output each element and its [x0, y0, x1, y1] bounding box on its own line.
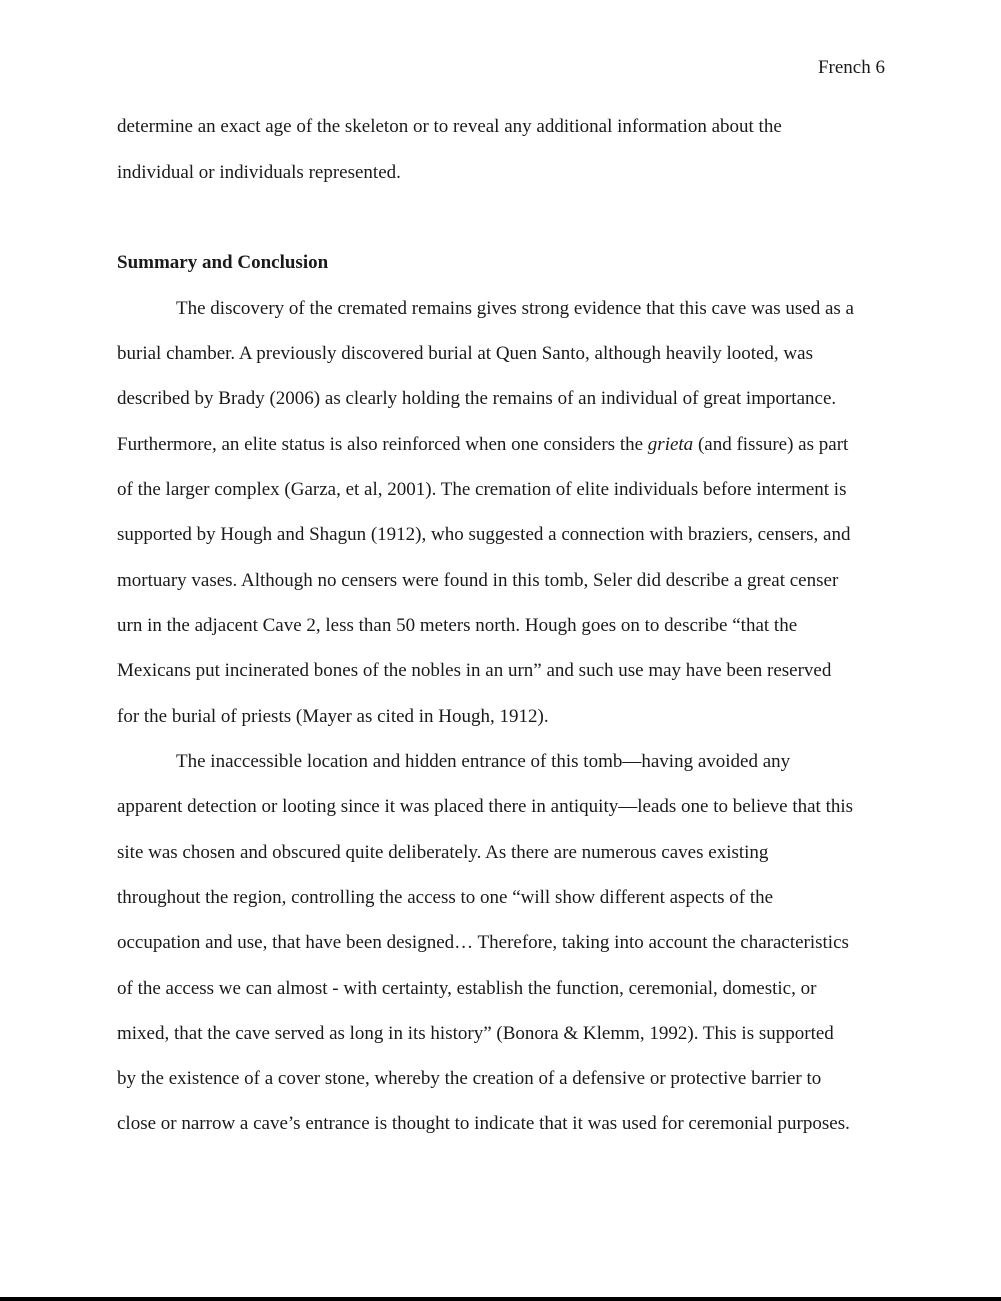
paragraph2-line: of the access we can almost - with certainty, establish the function, ceremonial, domestic, or: [117, 978, 817, 999]
paragraph1-line: of the larger complex (Garza, et al, 2001). The cremation of elite individuals before interment is: [117, 479, 847, 500]
page-bottom-border: [0, 1297, 1001, 1301]
paragraph1-text: (and fissure) as part: [693, 434, 849, 455]
paragraph1-line: [117, 433, 848, 457]
paragraph1-line: burial chamber. A previously discovered burial at Quen Santo, although heavily looted, was: [117, 343, 813, 364]
paragraph1-line: described by Brady (2006) as clearly holding the remains of an individual of great importance.: [117, 388, 837, 409]
paragraph1-line: The discovery of the cremated remains gives strong evidence that this cave was used as a: [176, 298, 854, 319]
paragraph1-text: Furthermore, an elite status is also reinforced when one considers the: [117, 434, 648, 455]
intro-line: determine an exact age of the skeleton or to reveal any additional information about the: [117, 116, 782, 137]
paragraph1-line: for the burial of priests (Mayer as cited in Hough, 1912).: [117, 706, 549, 727]
italic-term: grieta: [647, 434, 694, 455]
paragraph2-line: by the existence of a cover stone, whereby the creation of a defensive or protective barrier to: [117, 1068, 822, 1089]
paragraph1-line: urn in the adjacent Cave 2, less than 50 meters north. Hough goes on to describe “that the: [117, 615, 798, 636]
intro-line: individual or individuals represented.: [117, 162, 401, 183]
paragraph1-line: Mexicans put incinerated bones of the nobles in an urn” and such use may have been reserved: [117, 660, 832, 681]
paragraph2-line: mixed, that the cave served as long in its history” (Bonora & Klemm, 1992). This is supported: [117, 1023, 834, 1044]
paragraph2-line: throughout the region, controlling the access to one “will show different aspects of the: [117, 887, 774, 908]
paragraph2-line: apparent detection or looting since it was placed there in antiquity—leads one to believe that this: [117, 796, 854, 817]
paragraph2-line: close or narrow a cave’s entrance is thought to indicate that it was used for ceremonial purposes.: [117, 1113, 850, 1134]
running-head: French 6: [817, 57, 885, 78]
paragraph2-line: occupation and use, that have been designed… Therefore, taking into account the characteristics: [117, 932, 849, 953]
section-heading: Summary and Conclusion: [117, 252, 329, 273]
paragraph2-line: site was chosen and obscured quite deliberately. As there are numerous caves existing: [117, 842, 769, 863]
paragraph2-line: The inaccessible location and hidden entrance of this tomb—having avoided any: [176, 751, 791, 772]
paragraph1-line: supported by Hough and Shagun (1912), who suggested a connection with braziers, censers, and: [117, 524, 851, 545]
paragraph1-line: mortuary vases. Although no censers were found in this tomb, Seler did describe a great censer: [117, 570, 839, 591]
